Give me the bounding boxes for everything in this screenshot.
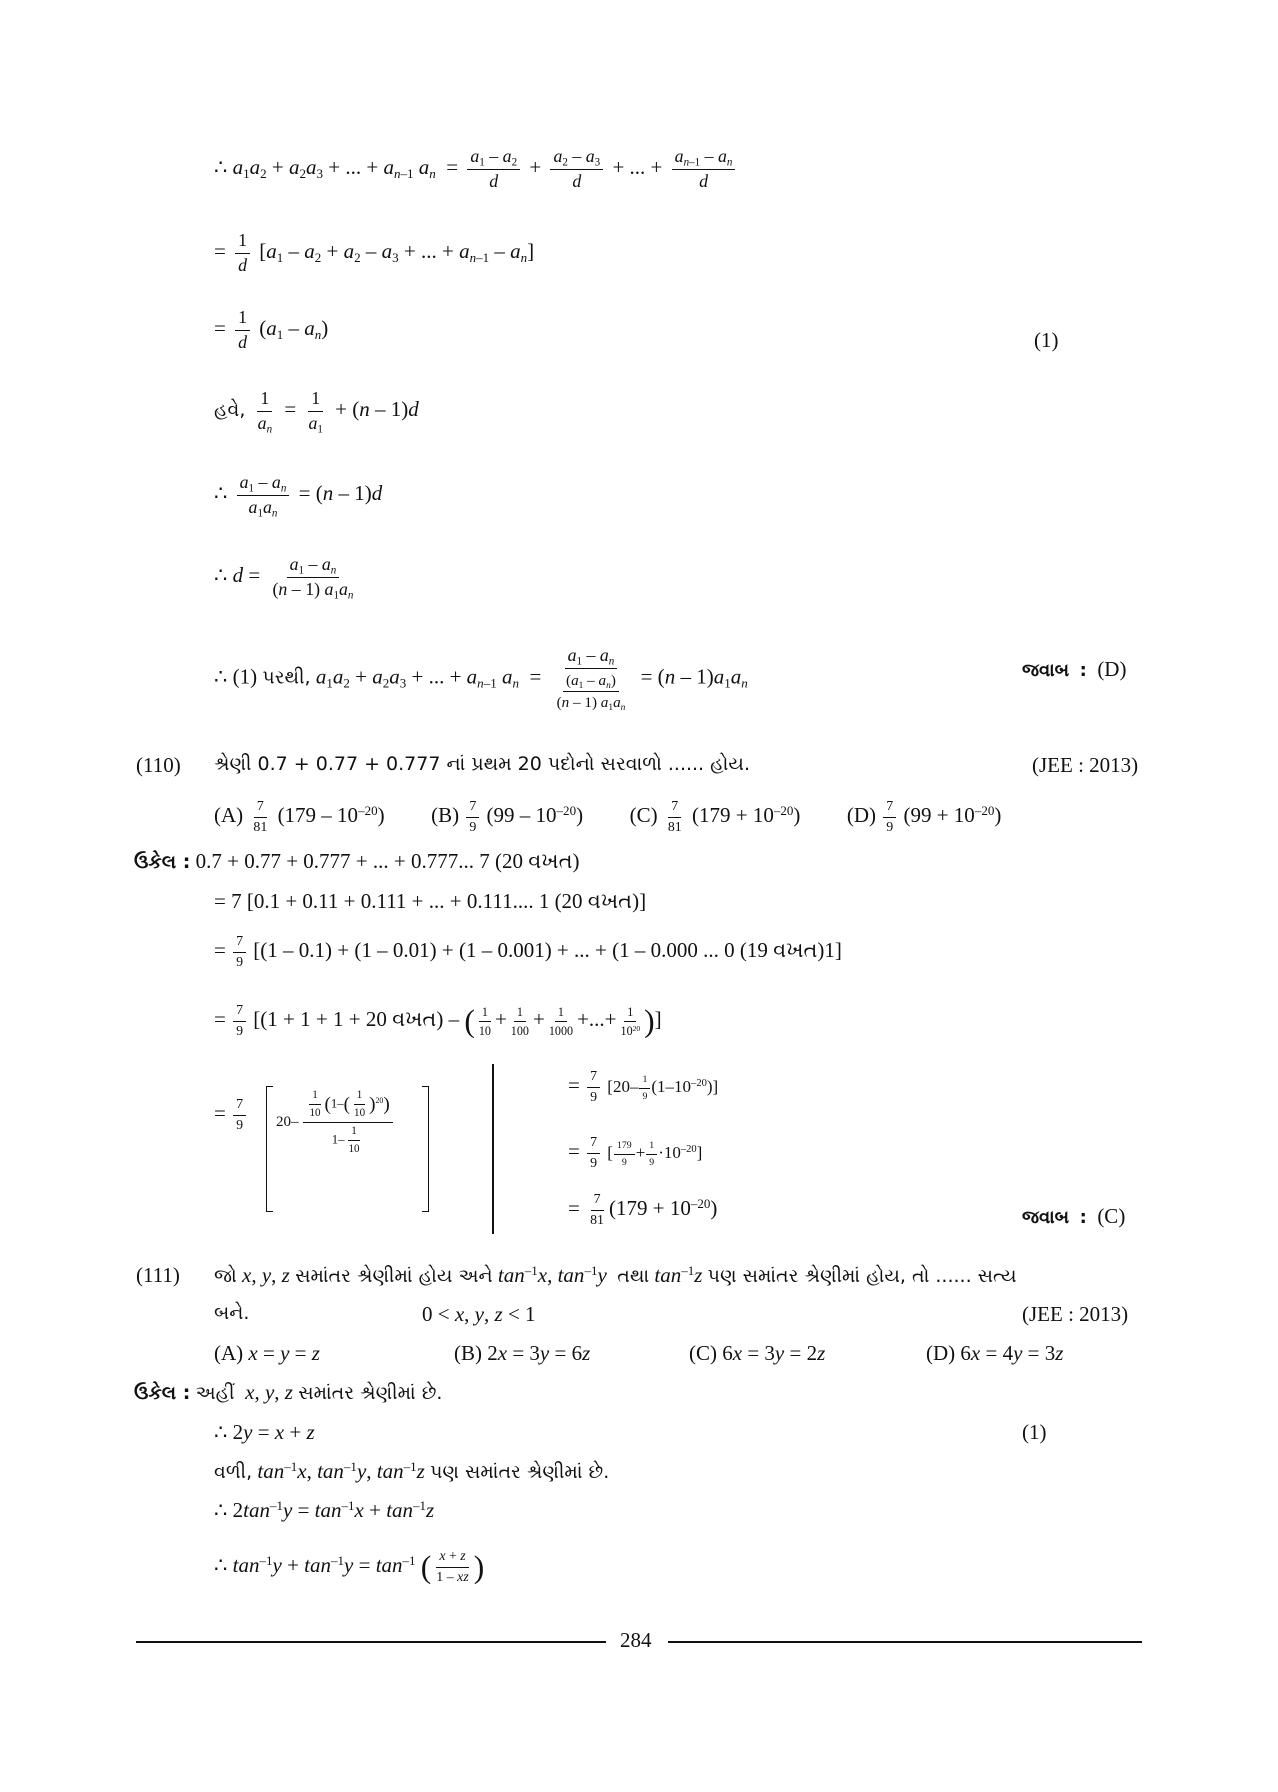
q110-geometric-sum: = $\frac{7}{9}$ (214, 1098, 248, 1133)
q110-simplify-1: = $\frac{7}{9}$ [20– $\frac{1}{9}$ $(1-10^{-20})$] (568, 1069, 719, 1105)
eq-line-4: હવે, $\frac{1}{a_n}$ = $\frac{1}{a_1}$ + (n – 1)d (214, 388, 419, 436)
q111-text-cont: બને. (214, 1302, 250, 1324)
q110-text: શ્રેણી 0.7 + 0.77 + 0.777 નાં પ્રથમ 20 પદોનો સરવાળો ...... હોય. (214, 753, 750, 775)
q110-solution-line-3: = $\frac{7}{9}$ [(1 – 0.1) + (1 – 0.01) + (1 – 0.001) + ... + (1 – 0.000 ... 0 (19 વખત)1] (214, 934, 842, 970)
column-divider (492, 1064, 494, 1234)
q110-number: (110) (136, 753, 181, 777)
q111-source: (JEE : 2013) (1022, 1302, 1129, 1326)
q110-simplify-2: = $\frac{7}{9}$ [ $\frac{179}{9}$ + $\frac{1}{9}$ $\cdot 10^{-20}$] (568, 1135, 703, 1171)
q111-solution-line-3: વળી, $\tan^{-1}x$, $\tan^{-1}y$, $\tan^{-1}z$ પણ સમાંતર શ્રેણીમાં છે. (214, 1458, 610, 1483)
right-bracket (422, 1086, 429, 1212)
eq-line-5: ∴ $\frac{a_1 - a_n}{a_1a_n}$ = (n – 1)d (214, 472, 383, 520)
q111-text: જો x, y, z સમાંતર શ્રેણીમાં હોય અને $\tan^{-1}x$, $\tan^{-1}y$ તથા $\tan^{-1}z$ પણ સમાંતર શ્રેણીમાં હોય, તો ...... સત્ય (214, 1262, 1017, 1287)
eq-ref-1b: (1) (1022, 1420, 1047, 1444)
q111-solution-line-2: ∴ 2y = x + z (214, 1420, 315, 1444)
q110-source: (JEE : 2013) (1032, 753, 1139, 777)
q111-solution-line-5: ∴ $\tan^{-1}y + \tan^{-1}y = \tan^{-1}$ ( $\frac{x + z}{1 - xz}$ ) (214, 1549, 485, 1585)
eq-line-6: ∴ d = $\frac{a_1 - a_n}{(n - 1) a_1a_n}$ (214, 554, 354, 602)
q110-solution-line-4: = $\frac{7}{9}$ [(1 + 1 + 1 + 20 વખત) – ( $\frac{1}{10}$ + $\frac{1}{100}$ + $\frac{1}{1000}$ +...+ $\frac{1}{10^{20}}$ )] (214, 1003, 662, 1039)
q111-solution-line-4: ∴ $2\tan^{-1}y = \tan^{-1}x + \tan^{-1}z$ (214, 1497, 435, 1522)
q110-solution-line-2: = 7 [0.1 + 0.11 + 0.111 + ... + 0.111.... 1 (20 વખત)] (214, 889, 647, 913)
q110-solution-line-1: ઉકેલ : 0.7 + 0.77 + 0.777 + ... + 0.777... 7 (20 વખત) (134, 849, 580, 873)
eq-line-3: = $\frac{1}{d}$ $(a_1 - a_n)$ (214, 307, 329, 352)
q111-option-b: (B) 2x = 3y = 6z (454, 1341, 591, 1365)
q110-options: (A) $\frac{7}{81}$ $(179 - 10^{-20})$ (B) $\frac{7}{9}$ $(99 - 10^{-20})$ (C) $\frac{7}{81}$ $(179 + 10^{-20})$ (D) $\frac{7}{9}$ $(99 + 10^{-20})$ (214, 799, 1002, 835)
q110-simplify-3: = $\frac{7}{81}$ $(179 + 10^{-20})$ (568, 1192, 718, 1228)
geo-series-expr: 20– $\frac{1}{10}$ (1–( $\frac{1}{10}$ )$^{20}$) 1– $\frac{1}{10}$ (276, 1090, 397, 1155)
q111-solution-line-1: ઉકેલ : અહીં x, y, z સમાંતર શ્રેણીમાં છે. (134, 1380, 443, 1404)
q111-option-c: (C) 6x = 3y = 2z (689, 1341, 826, 1365)
page-number: 284 (620, 1628, 652, 1652)
eq-line-7: ∴ (1) પરથી, $a_1a_2 + a_2a_3$ + ... + $a_{n-1}$ $a_n$ = $\frac{a_1 - a_n}{\frac{(a_1 - a_n)}{(n - 1) a_1a_n}}$ = $(n - 1)a_1a_n$ (214, 645, 748, 713)
q111-option-d: (D) 6x = 4y = 3z (926, 1341, 1064, 1365)
q111-number: (111) (136, 1263, 180, 1287)
eq-line-1: ∴ $a_1a_2 + a_2a_3$ + ... + $a_{n-1}$ $a_n$ = $\frac{a_1 - a_2}{d}$ + $\frac{a_2 - a_3}{d}$ + ... + $\frac{a_{n-1} - a_n}{d}$ (214, 148, 739, 191)
eq-ref-1: (1) (1034, 328, 1059, 352)
answer-c: જવાબ : (C) (1022, 1204, 1126, 1228)
footer-rule-right (668, 1641, 1142, 1643)
left-bracket (266, 1086, 273, 1212)
footer-rule-left (136, 1641, 606, 1643)
eq-line-2: = $\frac{1}{d}$ [$a_1 - a_2 + a_2 - a_3$ + ... + $a_{n-1} - a_n$] (214, 230, 535, 275)
q111-condition: 0 < x, y, z < 1 (422, 1302, 536, 1326)
answer-d: જવાબ : (D) (1022, 657, 1127, 681)
q111-option-a: (A) x = y = z (214, 1341, 320, 1365)
